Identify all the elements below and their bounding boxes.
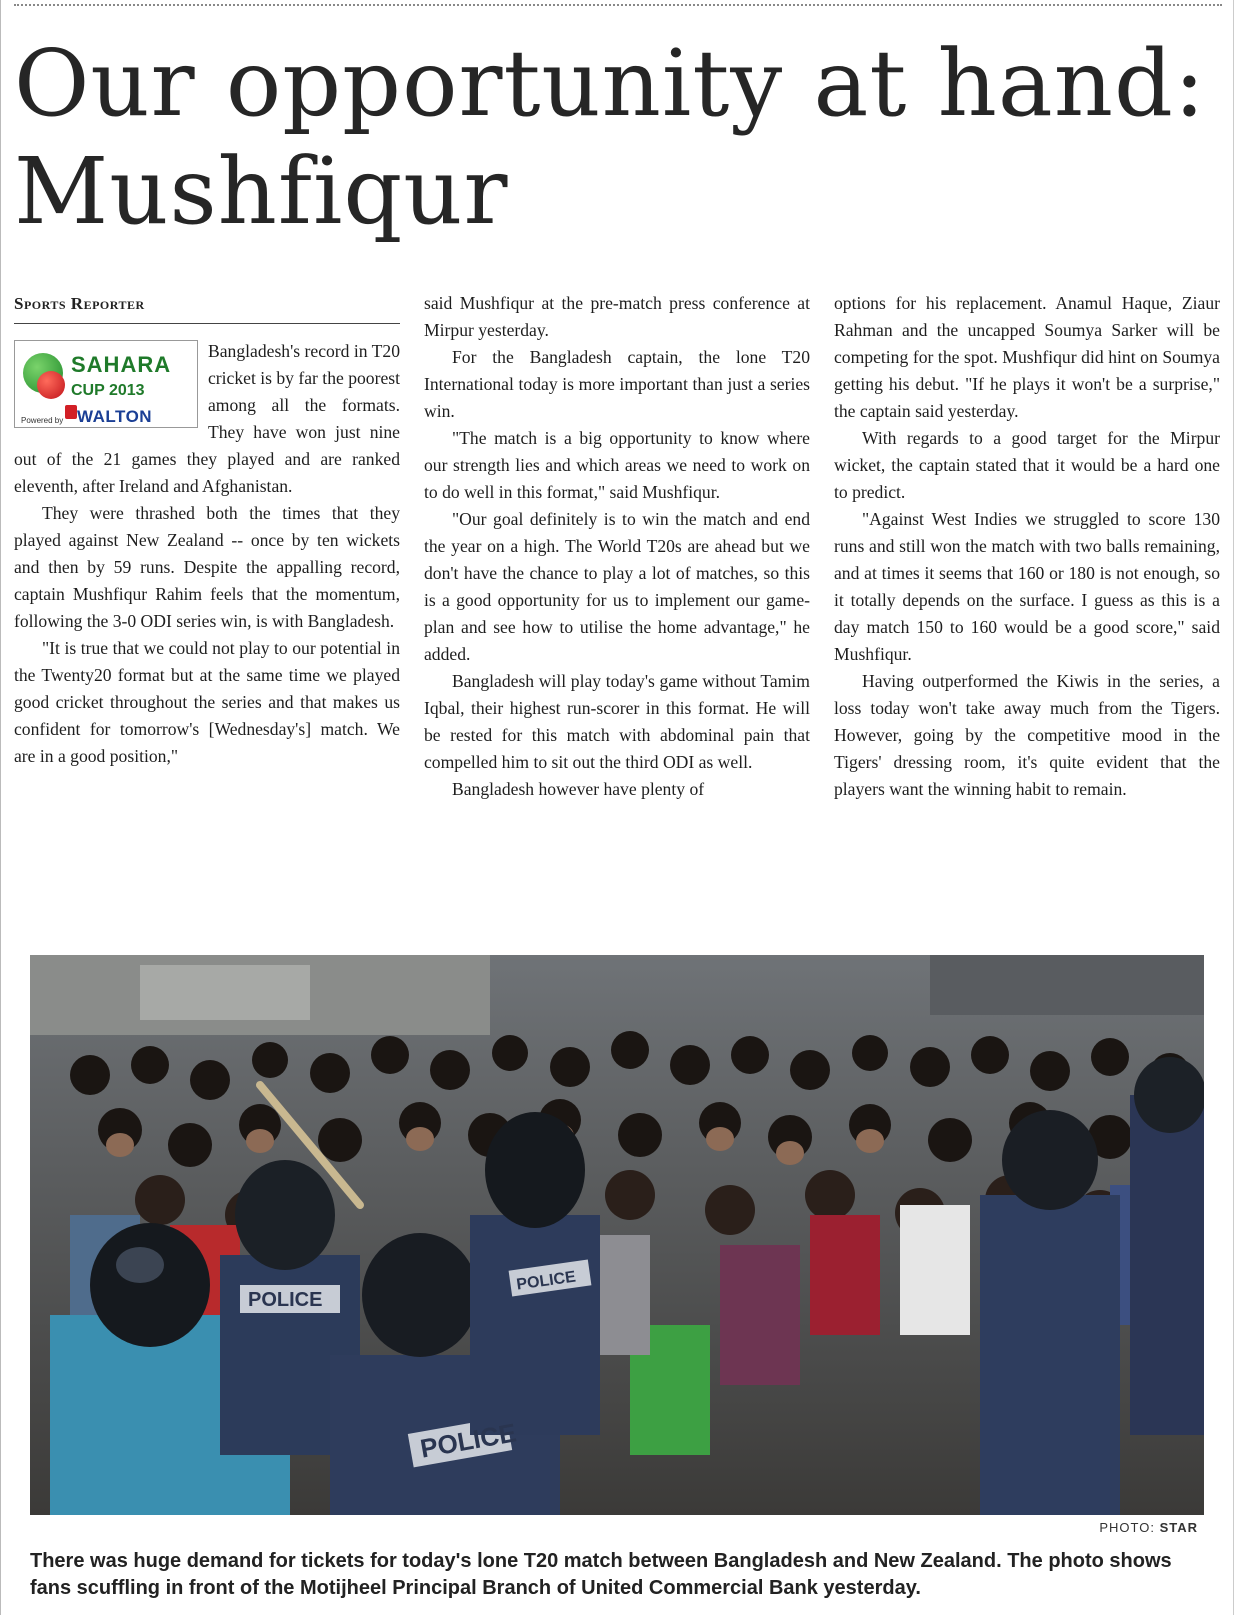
paragraph: said Mushfiqur at the pre-match press conference at Mirpur yesterday. bbox=[424, 293, 810, 340]
paragraph: "Our goal definitely is to win the match and end the year on a high. The World T20s are ahead but we don't have the chance to play a lot of matches, so this is a good opportunity for us to implement our game-plan and see how to utilise the home advantage," he added. bbox=[424, 509, 810, 664]
top-dotted-rule bbox=[14, 4, 1222, 6]
photo-credit-source: STAR bbox=[1159, 1520, 1198, 1535]
police-vest-label: POLICE bbox=[418, 1417, 519, 1464]
page-right-border bbox=[1233, 0, 1234, 1615]
walton-mark-icon bbox=[65, 405, 77, 419]
crowd-illustration bbox=[30, 955, 1204, 1515]
photo-credit bbox=[1099, 1520, 1198, 1535]
column-3 bbox=[834, 290, 1220, 945]
logo-cup: CUP 2013 bbox=[71, 382, 145, 399]
logo-sponsor: WALTON bbox=[77, 407, 153, 426]
photo-credit-prefix: PHOTO: bbox=[1099, 1520, 1155, 1535]
headline: Our opportunity at hand: Mushfiqur bbox=[14, 30, 1206, 245]
photo-caption: There was huge demand for tickets for today's lone T20 match between Bangladesh and New Zealand. The photo shows fans scuffling in front of the Motijheel Principal Branch of United Commercial Bank yesterday. bbox=[30, 1550, 1172, 1599]
paragraph: options for his replacement. Anamul Haque, Ziaur Rahman and the uncapped Soumya Sarker will be competing for the spot. Mushfiqur did hint on Soumya getting his debut. "If he plays it won't be a surprise," the captain said yesterday. bbox=[834, 293, 1220, 421]
sahara-cup-logo bbox=[14, 340, 198, 428]
paragraph: Having outperformed the Kiwis in the series, a loss today won't take away much from the Tigers. However, going by the competitive mood in the Tigers' dressing room, it's quite evident that the players want the winning habit to remain. bbox=[834, 671, 1220, 799]
paragraph: They were thrashed both the times that they played against New Zealand -- once by ten wickets and then by 59 runs. Despite the appalling record, captain Mushfiqur Rahim feels that the momentum, following the 3-0 ODI series win, is with Bangladesh. bbox=[14, 503, 400, 631]
paragraph: Bangladesh will play today's game without Tamim Iqbal, their highest run-scorer in this format. He will be rested for this match with abdominal pain that compelled him to sit out the third ODI as well. bbox=[424, 671, 810, 772]
police-vest-label: POLICE bbox=[515, 1268, 577, 1294]
paragraph: "It is true that we could not play to our potential in the Twenty20 format but at the same time we played good cricket throughout the series and that makes us confident for tomorrow's [Wednesday's] match. We are in a good position," bbox=[14, 638, 400, 766]
column-2 bbox=[424, 290, 810, 945]
paragraph: Bangladesh however have plenty of bbox=[452, 779, 705, 799]
page-left-border bbox=[0, 0, 1, 1615]
paragraph: "Against West Indies we struggled to score 130 runs and still won the match with two balls remaining, and at times it seems that 160 or 180 is not enough, so it totally depends on the surface. I guess as this is a day match 150 to 160 would be a good score," said Mushfiqur. bbox=[834, 509, 1220, 664]
byline: Sports Reporter bbox=[14, 290, 400, 324]
paragraph: "The match is a big opportunity to know where our strength lies and which areas we need to work on to do well in this format," said Mushfiqur. bbox=[424, 428, 810, 502]
news-photo-crowd bbox=[30, 955, 1204, 1515]
paragraph: With regards to a good target for the Mirpur wicket, the captain stated that it would be a hard one to predict. bbox=[834, 428, 1220, 502]
paragraph: Bangladesh's record in T20 cricket is by far the poorest among all the formats. They have won just nine out of the 21 games they played and are ranked eleventh, after Ireland and Afghanistan. bbox=[14, 341, 400, 496]
logo-powered-by: Powered by bbox=[21, 416, 64, 425]
logo-brand: SAHARA bbox=[71, 352, 172, 377]
red-ball-icon bbox=[37, 371, 65, 399]
article-columns bbox=[14, 290, 1220, 945]
police-vest-label: POLICE bbox=[248, 1289, 323, 1311]
column-1 bbox=[14, 290, 400, 945]
paragraph: For the Bangladesh captain, the lone T20 International today is more important than just a series win. bbox=[424, 347, 810, 421]
